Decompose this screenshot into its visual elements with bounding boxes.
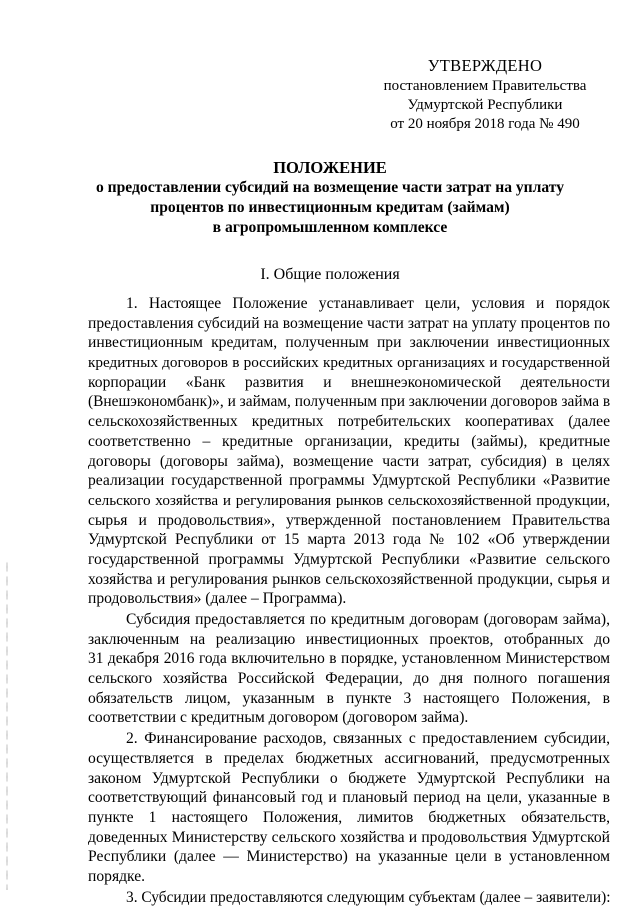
text-line: Удмуртской Республики от 15 марта 2013 года № 102 «Об утверждении bbox=[88, 531, 610, 549]
document-title-line: процентов по инвестиционным кредитам (займам) bbox=[150, 199, 510, 216]
paragraph bbox=[88, 610, 610, 728]
document-title-line: о предоставлении субсидий на возмещение части затрат на уплату bbox=[95, 179, 565, 196]
text-line: сельскохозяйственных кредитных потребительских кооперативах (далее bbox=[88, 413, 610, 431]
document-title bbox=[80, 158, 580, 238]
text-line: (Внешэкономбанк)», и займам, полученным при заключении договоров займа в bbox=[88, 393, 611, 411]
text-line: кредитных договоров в российских кредитных организациях и государственной bbox=[88, 354, 610, 372]
text-line: доведенных Министерству сельского хозяйства и продовольствия Удмуртской bbox=[88, 828, 610, 846]
approval-stamp bbox=[370, 56, 600, 134]
document-title-line: в агропромышленном комплексе bbox=[212, 219, 448, 236]
text-line: продовольствия» (далее – Программа). bbox=[88, 590, 347, 608]
text-line: обязательств лицом, указанным в пункте 3 настоящего Положения, в bbox=[88, 689, 610, 707]
paragraph bbox=[88, 888, 610, 907]
approval-line: Удмуртской Республики bbox=[407, 97, 563, 113]
text-line: законом Удмуртской Республики о бюджете Удмуртской Республики на bbox=[88, 769, 610, 787]
text-line: Субсидия предоставляется по кредитным договорам (договорам займа), bbox=[126, 611, 610, 628]
text-line: инвестиционным кредитам, полученным при заключении инвестиционных bbox=[88, 334, 610, 352]
text-line: договоры (договоры займа), возмещение части затрат, субсидия) в целях bbox=[88, 452, 610, 470]
paragraph bbox=[88, 294, 610, 609]
approval-line: постановлением Правительства bbox=[383, 78, 587, 94]
text-line: Республики (далее — Министерство) на указанные цели в установленном bbox=[88, 848, 610, 866]
text-line: порядке. bbox=[88, 867, 146, 885]
text-line: корпорации «Банк развития и внешнеэкономической деятельности bbox=[88, 373, 610, 391]
text-line: соответствующий финансовый год и плановый период на цели, указанные в bbox=[88, 789, 610, 807]
text-line: 1. Настоящее Положение устанавливает цели, условия и порядок bbox=[126, 295, 610, 312]
text-line: предоставления субсидий на возмещение части затрат на уплату процентов по bbox=[88, 314, 610, 332]
text-line: хозяйства и регулирования рынков сельскохозяйственной продукции, сырья и bbox=[88, 570, 610, 588]
text-line: сельского хозяйства и регулирования рынков сельскохозяйственной продукции, bbox=[88, 491, 610, 509]
text-line: государственной программы Удмуртской Республики «Развитие сельского bbox=[88, 550, 610, 568]
text-line: сырья и продовольствия», утвержденной постановлением Правительства bbox=[88, 511, 610, 529]
text-line: 2. Финансирование расходов, связанных с предоставлением субсидии, bbox=[126, 730, 610, 748]
document-body bbox=[88, 294, 610, 907]
text-line: заключенным на реализацию инвестиционных проектов, отобранных до bbox=[88, 630, 610, 648]
paragraph bbox=[88, 729, 610, 887]
text-line: реализации государственной программы Удмуртской Республики «Развитие bbox=[88, 472, 610, 490]
approval-line: от 20 ноября 2018 года № 490 bbox=[390, 116, 580, 132]
section-heading: I. Общие положения bbox=[260, 266, 400, 283]
text-line: осуществляется в пределах бюджетных ассигнований, предусмотренных bbox=[88, 749, 610, 767]
scan-margin-artifact bbox=[6, 560, 8, 890]
text-line: пункте 1 настоящего Положения, лимитов бюджетных обязательств, bbox=[88, 808, 610, 826]
text-line: сельского хозяйства Российской Федерации, до дня полного погашения bbox=[88, 670, 610, 688]
text-line: 31 декабря 2016 года включительно в порядке, установленном Министерством bbox=[88, 650, 610, 668]
approval-heading: УТВЕРЖДЕНО bbox=[427, 56, 543, 75]
text-line: соответственно – кредитные организации, кредиты (займы), кредитные bbox=[88, 432, 610, 450]
text-line: соответствии с кредитным договором (договором займа). bbox=[88, 709, 469, 727]
text-line: 3. Субсидии предоставляются следующим субъектам (далее – заявители): bbox=[126, 888, 611, 906]
document-title-main: ПОЛОЖЕНИЕ bbox=[273, 158, 387, 177]
